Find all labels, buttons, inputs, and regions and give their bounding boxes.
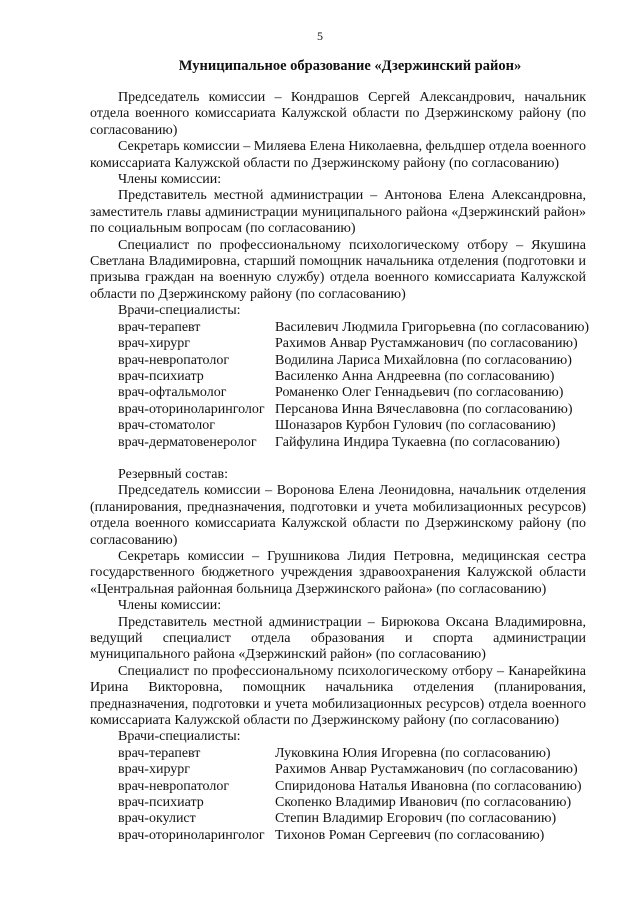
doctor-name: Спиридонова Наталья Ивановна (по согласованию) (275, 778, 582, 794)
main-psych-specialist: Специалист по профессиональному психологическому отбору – Якушина Светлана Владимировна, старший помощник начальника отделения (подготовки и призыва граждан на военную службу) отдела военного комиссариата Калужской области по Дзержинскому району (по согласованию) (90, 237, 586, 302)
doctor-row (118, 418, 586, 434)
doctor-name: Рахимов Анвар Рустамжанович (по согласованию) (275, 762, 578, 778)
doctor-row (118, 385, 586, 401)
doctor-row (118, 795, 586, 811)
reserve-doctors-label: Врачи-специалисты: (118, 729, 241, 745)
doctor-name: Луковкина Юлия Игоревна (по согласованию) (275, 745, 551, 761)
doctor-name: Романенко Олег Геннадьевич (по согласованию) (275, 385, 564, 401)
doctor-row (118, 762, 586, 778)
doctor-name: Тихонов Роман Сергеевич (по согласованию) (275, 827, 545, 843)
doctor-role: врач-оториноларинголог (118, 401, 265, 417)
reserve-doctors-list (118, 746, 586, 844)
document-body (90, 90, 590, 844)
reserve-psych-specialist: Специалист по профессиональному психологическому отбору – Канарейкина Ирина Викторовна, помощник начальника отделения (планирования, предназначения, подготовки и учета мобилизационных ресурсов) отдела военного комиссариата Калужской области по Дзержинскому району (по согласованию) (90, 663, 586, 729)
doctor-row (118, 353, 586, 369)
doctor-row (118, 828, 586, 844)
doctor-name: Рахимов Анвар Рустамжанович (по согласованию) (275, 336, 578, 352)
doctor-row (118, 319, 590, 336)
reserve-admin-rep: Представитель местной администрации – Бирюкова Оксана Владимировна, ведущий специалист отдела образования и спорта администрации муниципального района «Дзержинский район» (по согласованию) (90, 614, 586, 663)
section-spacer (90, 451, 586, 467)
doctor-role: врач-невропатолог (118, 352, 230, 368)
doctor-role: врач-невропатолог (118, 778, 230, 794)
doctor-row (118, 435, 586, 451)
doctor-name: Шоназаров Курбон Гулович (по согласованию) (275, 418, 556, 434)
doctor-row (118, 402, 586, 418)
reserve-chairman: Председатель комиссии – Воронова Елена Леонидовна, начальник отделения (планирования, предназначения, подготовки и учета мобилизационных ресурсов) отдела военного комиссариата Калужской области по Дзержинскому району (по согласованию) (90, 483, 586, 548)
doctor-name: Водилина Лариса Михайловна (по согласованию) (275, 352, 572, 368)
doctor-role: врач-терапевт (118, 319, 201, 335)
reserve-members-label: Члены комиссии: (118, 598, 222, 614)
doctor-row (118, 746, 586, 762)
doctor-name: Василевич Людмила Григорьевна (по согласованию) (275, 319, 590, 335)
main-chairman: Председатель комиссии – Кондрашов Сергей Александрович, начальник отдела военного комиссариата Калужской области по Дзержинскому району (по согласованию) (90, 90, 586, 138)
doctor-row (118, 811, 586, 827)
reserve-secretary: Секретарь комиссии – Грушникова Лидия Петровна, медицинская сестра государственного бюджетного учреждения здравоохранения Калужской области «Центральная районная больница Дзержинского района» (по согласованию) (90, 548, 586, 597)
doctor-name: Скопенко Владимир Иванович (по согласованию) (275, 795, 572, 811)
page-title: Муниципальное образование «Дзержинский район» (178, 58, 522, 74)
doctor-name: Степин Владимир Егорович (по согласованию) (275, 811, 557, 827)
doctor-role: врач-психиатр (118, 368, 204, 384)
doctor-name: Василенко Анна Андреевна (по согласованию) (275, 368, 555, 384)
page-number: 5 (317, 29, 323, 43)
reserve-label: Резервный состав: (118, 466, 229, 482)
doctor-role: врач-окулист (118, 811, 196, 827)
doctor-name: Гайфулина Индира Тукаевна (по согласованию) (275, 434, 560, 450)
doctor-row (118, 336, 586, 352)
doctor-row (118, 369, 586, 385)
doctor-role: врач-офтальмолог (118, 385, 227, 401)
doctor-row (118, 779, 586, 795)
doctor-role: врач-психиатр (118, 795, 204, 811)
doctor-role: врач-дерматовенеролог (118, 434, 257, 450)
doctor-role: врач-хирург (118, 336, 191, 352)
main-doctors-list (118, 319, 590, 451)
main-doctors-label: Врачи-специалисты: (118, 303, 241, 319)
main-admin-rep: Представитель местной администрации – Антонова Елена Александровна, заместитель главы администрации муниципального района «Дзержинский район» по социальным вопросам (по согласованию) (90, 188, 586, 237)
doctor-name: Персанова Инна Вячеславовна (по согласованию) (275, 401, 573, 417)
doctor-role: врач-терапевт (118, 745, 201, 761)
main-secretary: Секретарь комиссии – Миляева Елена Николаевна, фельдшер отдела военного комиссариата Калужской области по Дзержинскому району (по согласованию) (90, 139, 586, 171)
main-members-label: Члены комиссии: (118, 172, 222, 188)
doctor-role: врач-хирург (118, 762, 191, 778)
doctor-role: врач-оториноларинголог (118, 827, 265, 843)
doctor-role: врач-стоматолог (118, 418, 215, 434)
